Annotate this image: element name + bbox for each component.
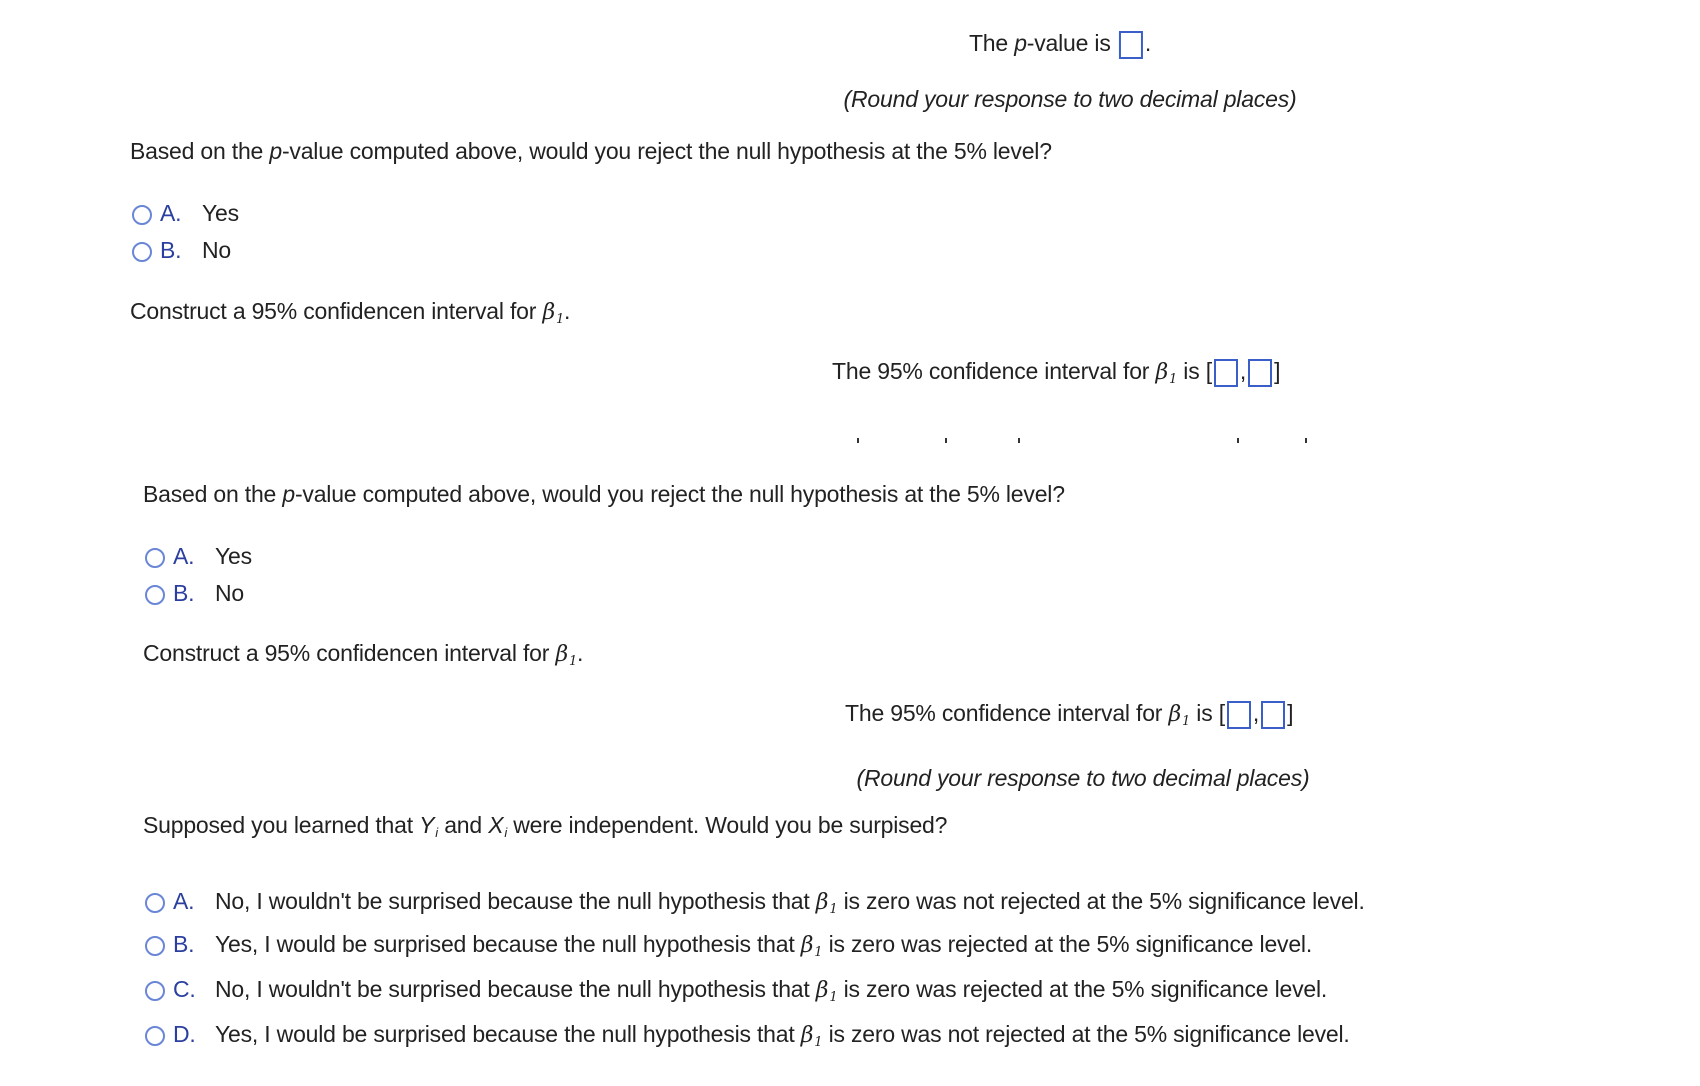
question-p: p [269,138,282,164]
ci-row-2 [845,700,1293,729]
option-text: Yes [215,543,252,569]
ci-close-bracket: ] [1274,358,1281,384]
beta-symbol: $\beta_1$ [1155,360,1178,387]
surprise-question [143,812,947,840]
var-x: X [488,812,504,838]
option-letter: B. [160,237,182,263]
ci-upper-box[interactable] [1261,701,1285,729]
pvalue-answer-box[interactable] [1119,31,1143,59]
question-reject-2 [143,481,1065,508]
question-reject-1 [130,138,1052,165]
option-1a[interactable] [132,200,239,227]
question-text-b: -value computed above, would you reject the null hypothesis at the 5% level? [294,481,1065,507]
option-text-pre: Yes, I would be surprised because the null hypothesis that [215,1021,795,1047]
question-text-b: -value computed above, would you reject the null hypothesis at the 5% level? [281,138,1052,164]
beta-symbol: $\beta_1$ [815,890,838,917]
question-text-a: Based on the [143,481,277,507]
var-x-sub: i [504,825,508,840]
radio-icon[interactable] [132,242,152,262]
question-p: p [282,481,295,507]
cut-off-text-fragment [850,438,1310,444]
ci-is: is [1183,358,1200,384]
pvalue-label-rest: -value is [1026,30,1111,56]
construct-ci-1 [130,298,570,327]
option-text: No [202,237,232,263]
construct-ci-2 [143,640,583,669]
option-text: No [215,580,245,606]
option-letter: A. [173,888,195,914]
ci-comma: , [1239,358,1247,384]
pvalue-p: p [1014,30,1027,56]
beta-symbol: $\beta_1$ [800,1023,823,1050]
ci-upper-box[interactable] [1248,359,1272,387]
construct-end: . [564,298,571,324]
option-1b[interactable] [132,237,231,264]
surprise-option-d[interactable] [145,1021,1350,1050]
radio-icon[interactable] [145,893,165,913]
beta-symbol: $\beta_1$ [815,978,838,1005]
radio-icon[interactable] [145,585,165,605]
surprise-and: and [444,812,482,838]
ci-label: The 95% confidence interval for [845,700,1163,726]
surprise-option-c[interactable] [145,976,1327,1005]
pvalue-end: . [1144,30,1152,56]
question-text-a: Based on the [130,138,264,164]
construct-end: . [577,640,584,666]
beta-symbol: $\beta_1$ [800,933,823,960]
option-letter: A. [160,200,182,226]
option-text-post: is zero was rejected at the 5% significance level. [828,931,1313,957]
radio-icon[interactable] [145,981,165,1001]
radio-icon[interactable] [132,205,152,225]
beta-symbol: $\beta_1$ [542,300,565,327]
beta-symbol: $\beta_1$ [555,642,578,669]
pvalue-row [969,30,1151,59]
option-letter: C. [173,976,196,1002]
ci-comma: , [1252,700,1260,726]
beta-symbol: $\beta_1$ [1168,702,1191,729]
option-text-pre: Yes, I would be surprised because the null hypothesis that [215,931,795,957]
option-text-post: is zero was not rejected at the 5% significance level. [843,888,1365,914]
option-2b[interactable] [145,580,244,607]
surprise-option-a[interactable] [145,888,1365,917]
ci-is: is [1196,700,1213,726]
ci-row-1 [832,358,1280,387]
ci-label: The 95% confidence interval for [832,358,1150,384]
option-letter: B. [173,580,195,606]
surprise-text-a: Supposed you learned that [143,812,413,838]
option-text-pre: No, I wouldn't be surprised because the null hypothesis that [215,888,810,914]
option-text-post: is zero was rejected at the 5% significance level. [843,976,1328,1002]
option-text-post: is zero was not rejected at the 5% significance level. [828,1021,1350,1047]
construct-text: Construct a 95% confidencen interval for [143,640,550,666]
round-hint-2: (Round your response to two decimal places) [856,765,1310,791]
option-letter: A. [173,543,195,569]
radio-icon[interactable] [145,1026,165,1046]
option-text: Yes [202,200,239,226]
ci-open-bracket: [ [1205,358,1212,384]
ci-open-bracket: [ [1218,700,1225,726]
option-letter: D. [173,1021,196,1047]
round-hint-1: (Round your response to two decimal places) [843,86,1297,112]
ci-lower-box[interactable] [1227,701,1251,729]
surprise-text-b: were independent. Would you be surpised? [513,812,948,838]
radio-icon[interactable] [145,936,165,956]
radio-icon[interactable] [145,548,165,568]
construct-text: Construct a 95% confidencen interval for [130,298,537,324]
option-letter: B. [173,931,195,957]
pvalue-label: The [968,30,1008,56]
surprise-option-b[interactable] [145,931,1312,960]
option-2a[interactable] [145,543,252,570]
ci-lower-box[interactable] [1214,359,1238,387]
var-y-sub: i [435,825,438,840]
ci-close-bracket: ] [1287,700,1294,726]
option-text-pre: No, I wouldn't be surprised because the null hypothesis that [215,976,810,1002]
var-y: Y [419,812,435,838]
